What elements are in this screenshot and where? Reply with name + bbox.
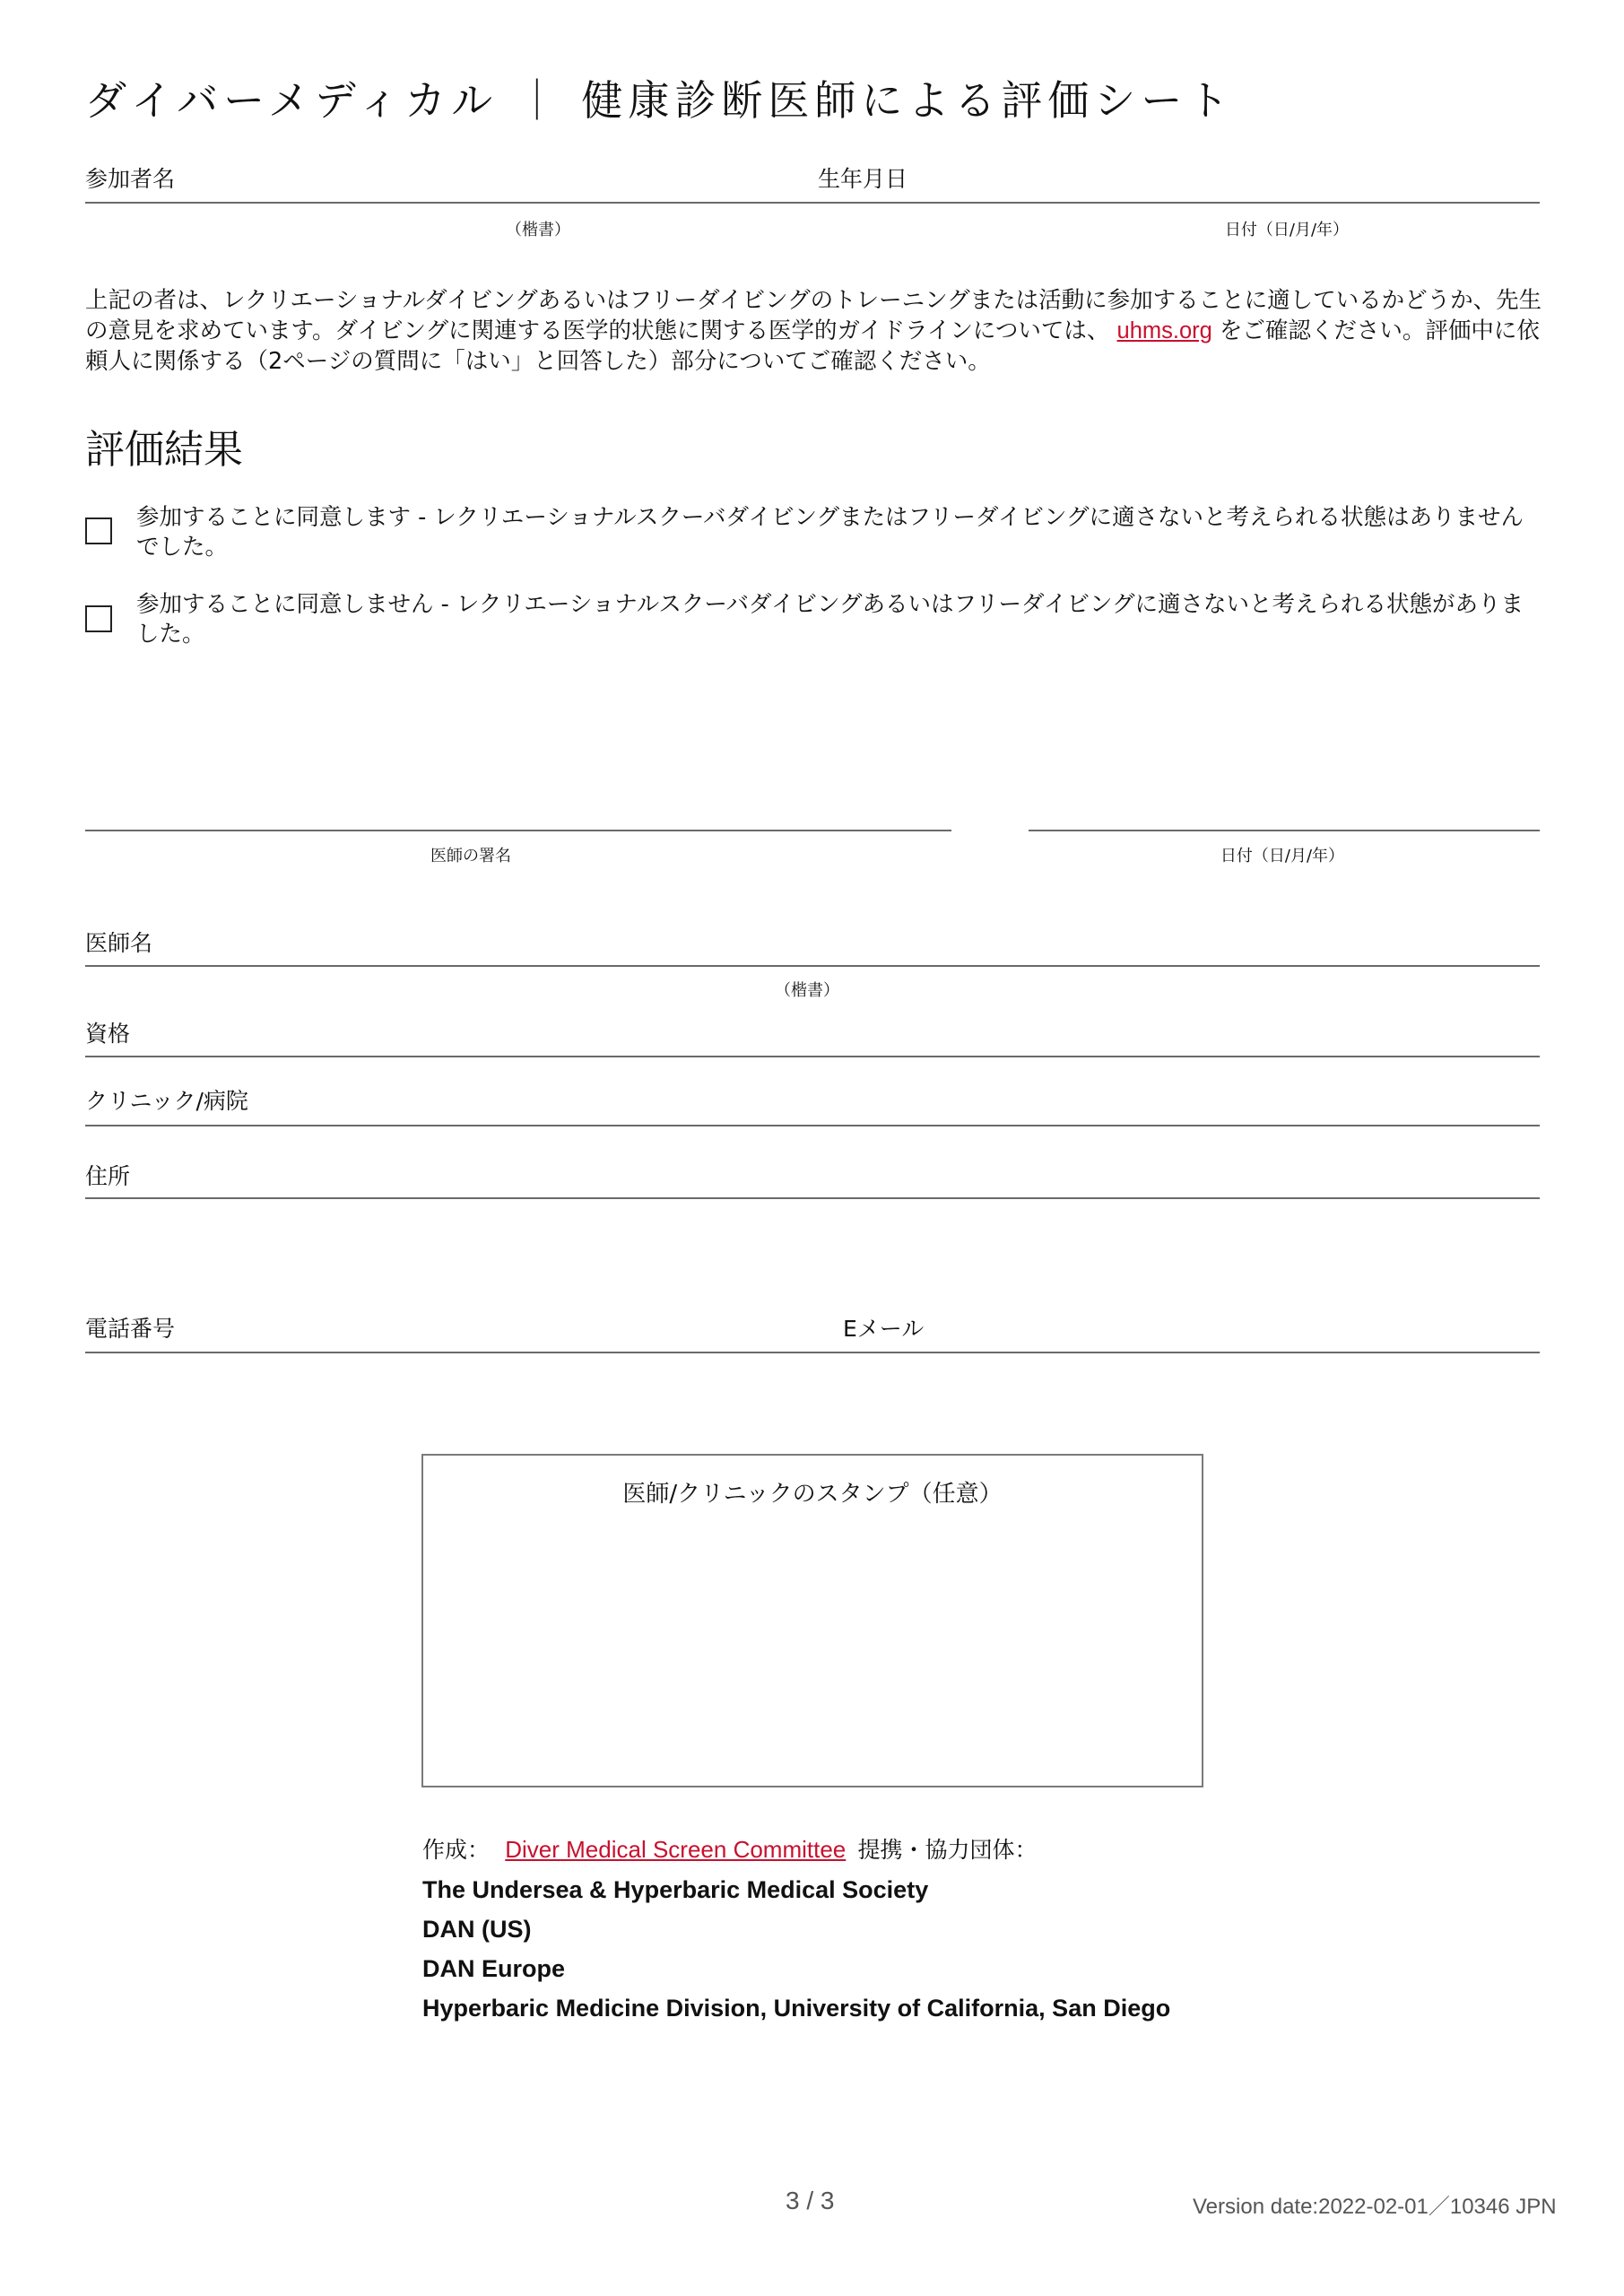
physician-name-underline: [85, 965, 1540, 967]
page-number: 3 / 3: [786, 2187, 835, 2214]
clinic-underline: [85, 1125, 1540, 1126]
signature-date-field[interactable]: [1029, 789, 1540, 831]
participant-name-label: 参加者名: [85, 166, 176, 192]
credentials-underline: [85, 1056, 1540, 1057]
signature-date-underline: [1029, 830, 1540, 831]
page-title: ダイバーメディカル ｜ 健康診断医師による評価シート: [85, 76, 1235, 125]
credit-line: [422, 1830, 1170, 1870]
disapprove-checkbox[interactable]: [85, 605, 112, 632]
version-date: Version date:2022-02-01／10346 JPN: [1193, 2195, 1557, 2219]
clinic-field[interactable]: [85, 1081, 1540, 1124]
evaluation-section-title: 評価結果: [85, 427, 243, 473]
physician-name-label: 医師名: [85, 930, 153, 956]
disapprove-option-label: 参加することに同意しません - レクリエーショナルスクーバダイビングあるいはフリーダイビングに適さないと考えられる状態がありました。: [136, 591, 1524, 648]
organization-item: Hyperbaric Medicine Division, University of California, San Diego: [422, 1995, 1171, 2022]
stamp-label: 医師/クリニックのスタンプ（任意）: [622, 1481, 1003, 1508]
organization-item: DAN (US): [422, 1916, 532, 1943]
committee-link[interactable]: Diver Medical Screen Committee: [505, 1836, 847, 1863]
signature-date-sublabel: 日付（日/月/年）: [1220, 847, 1345, 865]
phone-field[interactable]: [85, 1308, 803, 1351]
organization-item: The Undersea & Hyperbaric Medical Society: [422, 1876, 929, 1903]
intro-paragraph: [85, 285, 1547, 377]
address-field[interactable]: [85, 1155, 1540, 1198]
intro-text-before: 上記の者は、レクリエーショナルダイビングあるいはフリーダイビングのトレーニングまたは活動に参加することに適しているかどうか、先生の意見を求めています。ダイビングに関連する医学的状態に関する医学的ガイドラインについては、: [85, 287, 1542, 344]
address-underline: [85, 1197, 1540, 1199]
approve-checkbox[interactable]: [85, 517, 112, 544]
participant-dob-sublabel: 日付（日/月/年）: [1224, 221, 1350, 239]
credits: [422, 1830, 1170, 2028]
physician-name-field[interactable]: [85, 924, 1540, 965]
participant-dob-label: 生年月日: [818, 166, 908, 192]
physician-name-sublabel: （楷書）: [775, 981, 839, 1000]
uhms-link[interactable]: uhms.org: [1116, 318, 1212, 344]
signature-sublabel: 医師の署名: [430, 847, 511, 865]
phone-label: 電話番号: [85, 1316, 176, 1342]
credentials-field[interactable]: [85, 1013, 1540, 1055]
approve-option-label: 参加することに同意します - レクリエーショナルスクーバダイビングまたはフリーダイビングに適さないと考えられる状態はありませんでした。: [136, 504, 1524, 561]
participant-name-field[interactable]: [85, 161, 1540, 203]
created-by-label: 作成：: [422, 1837, 491, 1863]
credentials-label: 資格: [85, 1021, 131, 1047]
email-label: Eメール: [843, 1316, 925, 1342]
email-field[interactable]: [843, 1308, 1540, 1351]
organization-item: DAN Europe: [422, 1955, 566, 1982]
partners-label: 提携・協力団体：: [857, 1837, 1038, 1863]
participant-name-sublabel: （楷書）: [506, 221, 570, 239]
intro-text-after: をご確認ください。評価中に依頼人に関係する（2ページの質問に「はい」と回答した）部分についてご確認ください。: [85, 317, 1540, 375]
participant-underline: [85, 202, 1540, 204]
signature-underline: [85, 830, 951, 831]
phone-email-underline: [85, 1352, 1540, 1353]
clinic-label: クリニック/病院: [85, 1088, 248, 1114]
address-label: 住所: [85, 1163, 131, 1189]
stamp-box[interactable]: [421, 1454, 1203, 1787]
physician-signature-field[interactable]: [85, 789, 951, 831]
